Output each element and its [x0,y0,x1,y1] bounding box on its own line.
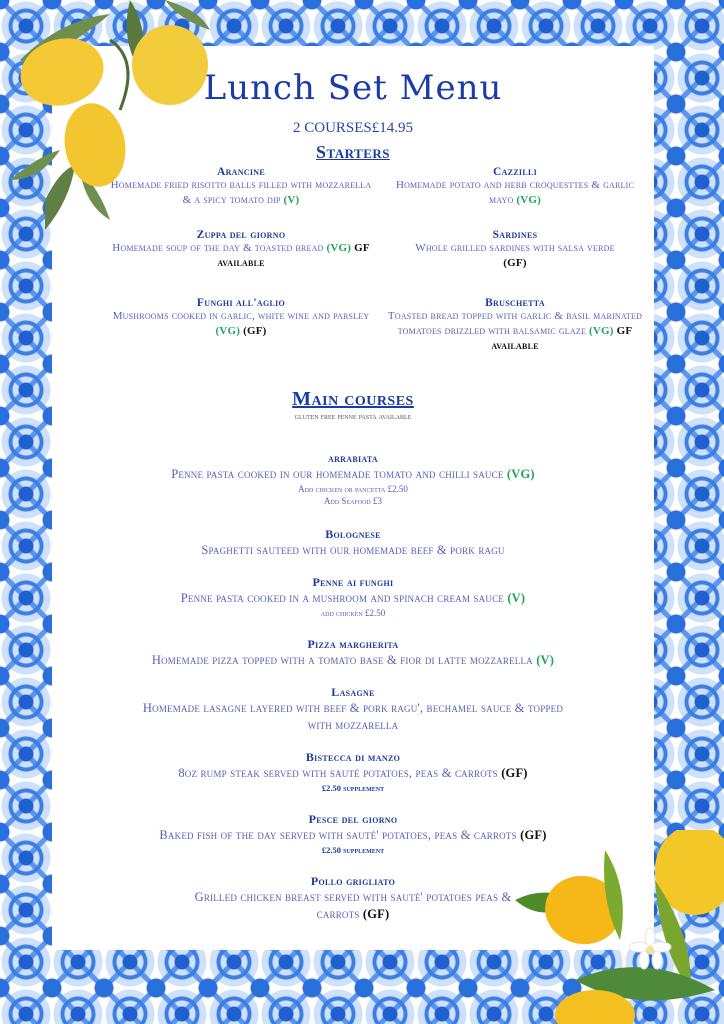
item-desc: Homemade lasagne layered with beef & pork ragu', bechamel sauce & topped with mozzarella [142,701,564,732]
gf-note: (GF) [503,257,527,269]
item-desc: Penne pasta cooked in our homemade tomato and chilli sauce [171,467,504,481]
add-on: Add chicken or pancetta £2.50 [298,484,408,494]
starters-heading: Starters [316,142,390,162]
item-name: Zuppa del giorno [196,229,286,241]
item-name: Pizza margherita [307,637,399,651]
dietary-tag: (VG) [326,242,352,254]
price-line: 2 COURSES£14.95 [292,120,414,136]
item-desc: Homemade pizza topped with a tomato base & fior di latte mozzarella [151,653,533,667]
main-item [72,750,634,794]
item-name: Sardines [492,229,538,241]
item-desc: Baked fish of the day served with sauté' potatoes, peas & carrots [159,828,517,842]
lemon-branch-top-left-icon [0,0,215,240]
item-desc: Spaghetti sauteed with our homemade beef & pork ragu [201,543,505,557]
main-item [72,575,634,619]
item-name: Arancine [216,166,266,178]
item-desc: Whole grilled sardines with salsa verde [415,242,615,254]
item-name: Funghi all'aglio [196,297,286,309]
item-name: Lasagne [331,685,375,699]
dietary-tag: (V) [536,653,555,667]
main-item [72,527,634,559]
main-item [172,874,534,923]
lemon-branch-bottom-right-icon [515,830,724,1024]
item-name: Penne ai funghi [312,575,394,589]
item-desc: Homemade fried risotto balls filled with mozzarella & a spicy tomato dip [110,179,372,206]
starter-item [384,297,646,354]
dietary-tag: (VG) [516,194,542,206]
gf-note: (GF) [520,828,547,842]
supplement-note: £2.50 supplement [321,845,385,855]
dietary-tag: (VG) [215,325,241,337]
item-name: Cazzilli [492,166,538,178]
menu-title: Lunch Set Menu [203,68,503,108]
mains-heading: Main courses [292,388,414,410]
item-desc: 8oz rump steak served with sauté potatoes, peas & carrots [178,766,498,780]
gf-note: (GF) [501,766,528,780]
item-desc: Homemade soup of the day & toasted bread [112,242,324,254]
gf-note: GF available [217,242,370,269]
add-on: Add Seafood £3 [323,496,382,506]
item-name: Pollo grigliato [310,874,396,888]
item-name: Bistecca di manzo [305,750,401,764]
gf-note: (GF) [243,325,267,337]
main-item [72,451,634,507]
starter-item [384,166,646,208]
item-desc: Toasted bread topped with garlic & basil marinated tomatoes drizzled with balsamic glaze [387,310,643,337]
item-desc: Grilled chicken breast served with sauté' potatoes peas & carrots [194,890,512,921]
main-item [132,685,574,734]
item-desc: Homemade potato and herb croquesttes & garlic mayo [395,179,635,206]
item-name: arrabiata [328,451,378,465]
dietary-tag: (V) [283,194,300,206]
starter-item [110,297,372,339]
gf-note: (GF) [362,907,390,921]
item-desc: Mushrooms cooked in garlic, white wine and parsley [112,310,370,322]
starter-item [384,229,646,271]
dietary-tag: (VG) [506,467,535,481]
gluten-free-note: gluten free penne pasta available [294,412,412,421]
item-desc: Penne pasta cooked in a mushroom and spinach cream sauce [180,591,504,605]
supplement-note: £2.50 supplement [321,783,385,793]
item-name: Bruschetta [485,297,545,309]
gf-note: GF available [491,325,633,352]
main-item [72,637,634,669]
item-name: Pesce del giorno [308,812,398,826]
dietary-tag: (VG) [589,325,614,337]
add-on: add chicken £2.50 [320,608,386,618]
item-name: Bolognese [325,527,381,541]
dietary-tag: (V) [507,591,526,605]
